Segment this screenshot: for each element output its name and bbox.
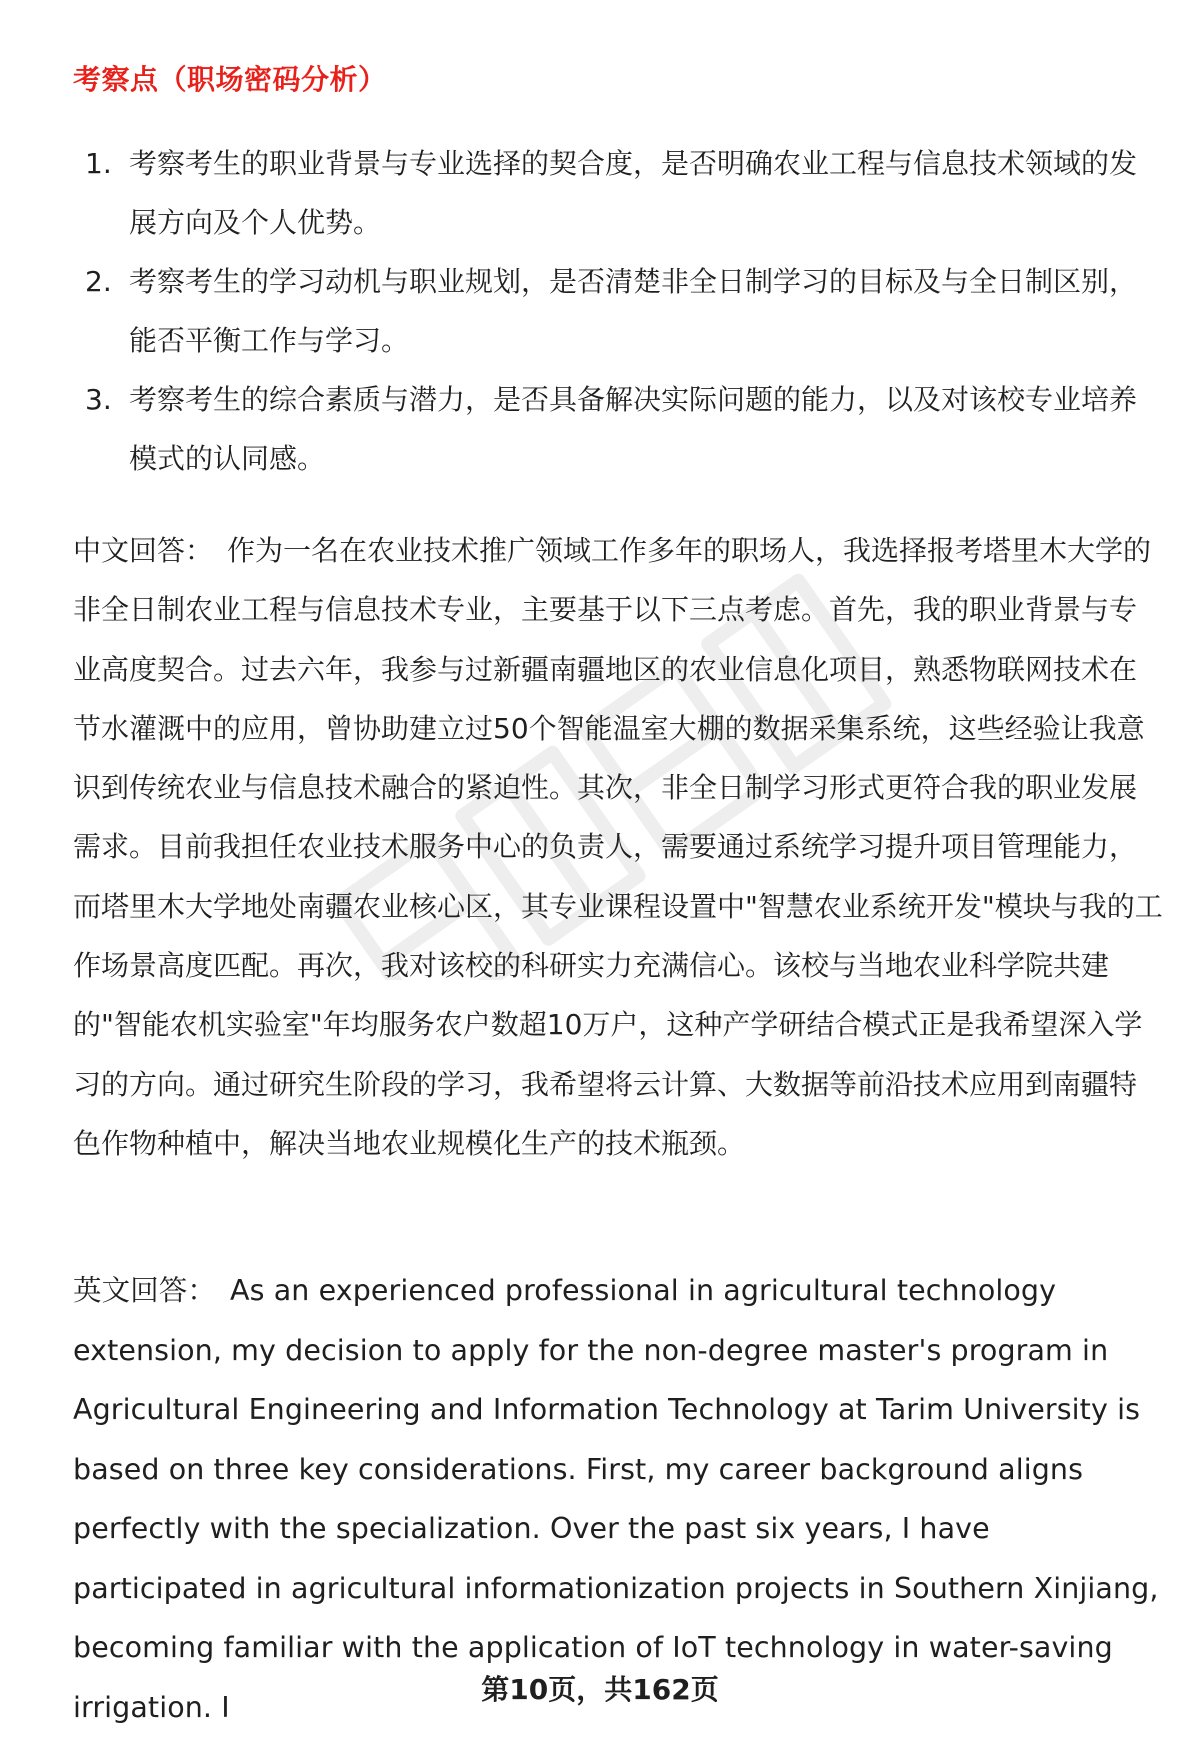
- point-text: 考察考生的综合素质与潜力，是否具备解决实际问题的能力，以及对该校专业培养模式的认同感。: [129, 383, 1138, 475]
- assessment-point: [73, 134, 1153, 252]
- chinese-answer: [73, 521, 1163, 1173]
- english-answer-text: As an experienced professional in agricultural technology extension, my decision to apply for the non-degree master's program in Agricultural Engineering and Information Technology at Tarim University is based on three key considerations. First, my career background aligns perfectly with the specialization. Over the past six years, I have participated in agricultural informationization projects in Southern Xinjiang, becoming familiar with the application of IoT technology in water-saving irrigation. I: [73, 1274, 1159, 1724]
- chinese-answer-label: 中文回答：: [73, 534, 214, 567]
- assessment-point: [73, 370, 1153, 488]
- point-number: 1.: [85, 147, 112, 180]
- page-footer: 第10页，共162页: [481, 1673, 719, 1706]
- english-answer: [73, 1261, 1163, 1737]
- section-title: 考察点（职场密码分析）: [73, 63, 387, 96]
- point-number: 2.: [85, 265, 112, 298]
- point-text: 考察考生的学习动机与职业规划，是否清楚非全日制学习的目标及与全日制区别，能否平衡工作与学习。: [129, 265, 1138, 357]
- chinese-answer-text: 作为一名在农业技术推广领域工作多年的职场人，我选择报考塔里木大学的非全日制农业工程与信息技术专业，主要基于以下三点考虑。首先，我的职业背景与专业高度契合。过去六年，我参与过新疆南疆地区的农业信息化项目，熟悉物联网技术在节水灌溉中的应用，曾协助建立过50个智能温室大棚的数据采集系统，这些经验让我意识到传统农业与信息技术融合的紧迫性。其次，非全日制学习形式更符合我的职业发展需求。目前我担任农业技术服务中心的负责人，需要通过系统学习提升项目管理能力，而塔里木大学地处南疆农业核心区，其专业课程设置中"智慧农业系统开发"模块与我的工作场景高度匹配。再次，我对该校的科研实力充满信心。该校与当地农业科学院共建的"智能农机实验室"年均服务农户数超10万户，这种产学研结合模式正是我希望深入学习的方向。通过研究生阶段的学习，我希望将云计算、大数据等前沿技术应用到南疆特色作物种植中，解决当地农业规模化生产的技术瓶颈。: [73, 534, 1163, 1160]
- assessment-points-list: [73, 134, 1153, 488]
- point-number: 3.: [85, 383, 112, 416]
- point-text: 考察考生的职业背景与专业选择的契合度，是否明确农业工程与信息技术领域的发展方向及个人优势。: [129, 147, 1138, 239]
- assessment-point: [73, 252, 1153, 370]
- english-answer-label: 英文回答：: [73, 1274, 217, 1307]
